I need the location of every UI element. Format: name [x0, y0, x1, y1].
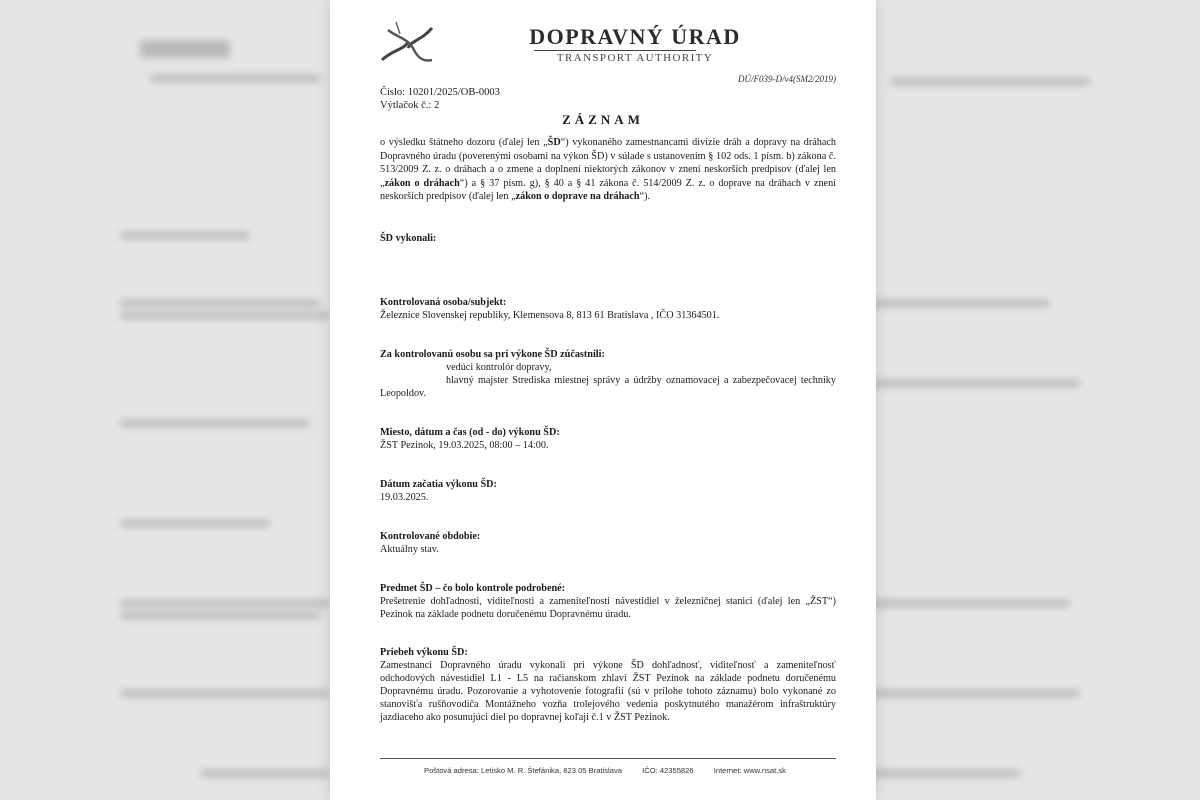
blurred-background-right [870, 0, 1200, 800]
section-body [380, 361, 836, 374]
participant-2: hlavný majster Strediska miestnej správy a údržby oznamovacej a zabezpečovacej techniky Leopoldov. [380, 375, 836, 399]
section-heading: Kontrolované obdobie: [380, 531, 481, 542]
copy-number: Výtlačok č.: 2 [380, 100, 440, 111]
section-body: Aktuálny stav. [380, 544, 439, 555]
section-course [380, 646, 836, 724]
reference-block [380, 86, 500, 112]
section-participants [380, 348, 836, 400]
section-heading: ŠD vykonali: [380, 233, 437, 244]
section-heading: Priebeh výkonu ŠD: [380, 647, 468, 658]
footer-ico: IČO: 42355826 [642, 766, 694, 775]
section-heading: Dátum začatia výkonu ŠD: [380, 479, 497, 490]
header-divider [534, 50, 696, 51]
section-performers [380, 232, 836, 245]
intro-text-1: o výsledku štátneho dozoru (ďalej len „ [380, 137, 548, 148]
document-title: ZÁZNAM [562, 112, 644, 127]
section-period [380, 530, 836, 556]
intro-bold-2: zákon o dráhach [384, 177, 460, 189]
reference-number: Číslo: 10201/2025/OB-0003 [380, 87, 500, 98]
organization-subtitle: TRANSPORT AUTHORITY [556, 52, 714, 64]
document-page [330, 0, 876, 800]
participant-1: vedúci kontrolór dopravy, [446, 362, 552, 373]
section-start-date [380, 478, 836, 504]
intro-text-2: “) vykonaného zamestnancami divízie dráh a dopravy na dráhach Dopravného úradu (poverenými osobami na výkon ŠD) v súlade s ustanovením § 102 ods. 1 písm. b) zákona č. 513/2009 Z. z. o dráhach a o zmene a doplnení niektorých zákonov v znení neskorších predpisov (ďalej len „ [380, 137, 836, 189]
section-body: 19.03.2025. [380, 492, 429, 503]
form-code: DÚ/F039-D/v4(SM2/2019) [738, 74, 836, 84]
section-subject-matter [380, 582, 836, 621]
intro-text-4: “). [639, 191, 651, 203]
footer-address: Poštová adresa: Letisko M. R. Štefánika, 823 05 Bratislava [424, 766, 622, 775]
footer-divider [380, 758, 836, 759]
section-heading: Kontrolovaná osoba/subjekt: [380, 297, 507, 308]
section-heading: Za kontrolovanú osobu sa pri výkone ŠD zúčastnili: [380, 349, 605, 360]
section-heading: Predmet ŠD – čo bolo kontrole podrobené: [380, 583, 566, 594]
section-body: Prešetrenie dohľadnosti, viditeľnosti a zameniteľnosti návestidiel v železničnej stanici (ďalej len „ŽST“) Pezinok na základe podnetu doručenému Dopravnému úradu. [380, 596, 836, 620]
section-body: Železnice Slovenskej republiky, Klemensova 8, 813 61 Bratislava , IČO 31364501. [380, 310, 720, 321]
section-body: Zamestnanci Dopravného úradu vykonali pri výkone ŠD dohľadnosť, viditeľnosť a zameniteľnosť odchodových návestidiel L1 - L5 na račianskom zhlaví ŽST Pezinok na základe podnetu doručenému Dopravnému úradu. Pozorovanie a vyhotovenie fotografií (sú v prílohe tohoto záznamu) bolo vykonané zo stanovišťa rušňovodiča Montážneho vozňa trolejového vedenia poskytnutého manažérom infraštruktúry jazdiaceho ako posunujúci diel po dopravnej koľaji č.1 v ŽST Pezinok. [380, 660, 836, 723]
intro-paragraph [380, 136, 836, 204]
footer-internet: Internet: www.nsat.sk [713, 766, 786, 775]
intro-bold-1: ŠD [547, 137, 561, 148]
section-body: ŽST Pezinok, 19.03.2025, 08:00 – 14:00. [380, 440, 549, 451]
section-place-time [380, 426, 836, 452]
blurred-background-left [0, 0, 330, 800]
section-heading: Miesto, dátum a čas (od - do) výkonu ŠD: [380, 427, 560, 438]
intro-bold-3: zákon o doprave na dráhach [515, 191, 640, 203]
section-subject [380, 296, 836, 322]
intro-text-3: “) a § 37 písm. g), § 40 a § 41 zákona č. 514/2009 Z. z. o doprave na dráhach v znení neskorších predpisov (ďalej len „ [380, 177, 836, 203]
section-body [380, 374, 836, 400]
organization-name: DOPRAVNÝ ÚRAD [529, 24, 741, 49]
footer [424, 766, 804, 775]
